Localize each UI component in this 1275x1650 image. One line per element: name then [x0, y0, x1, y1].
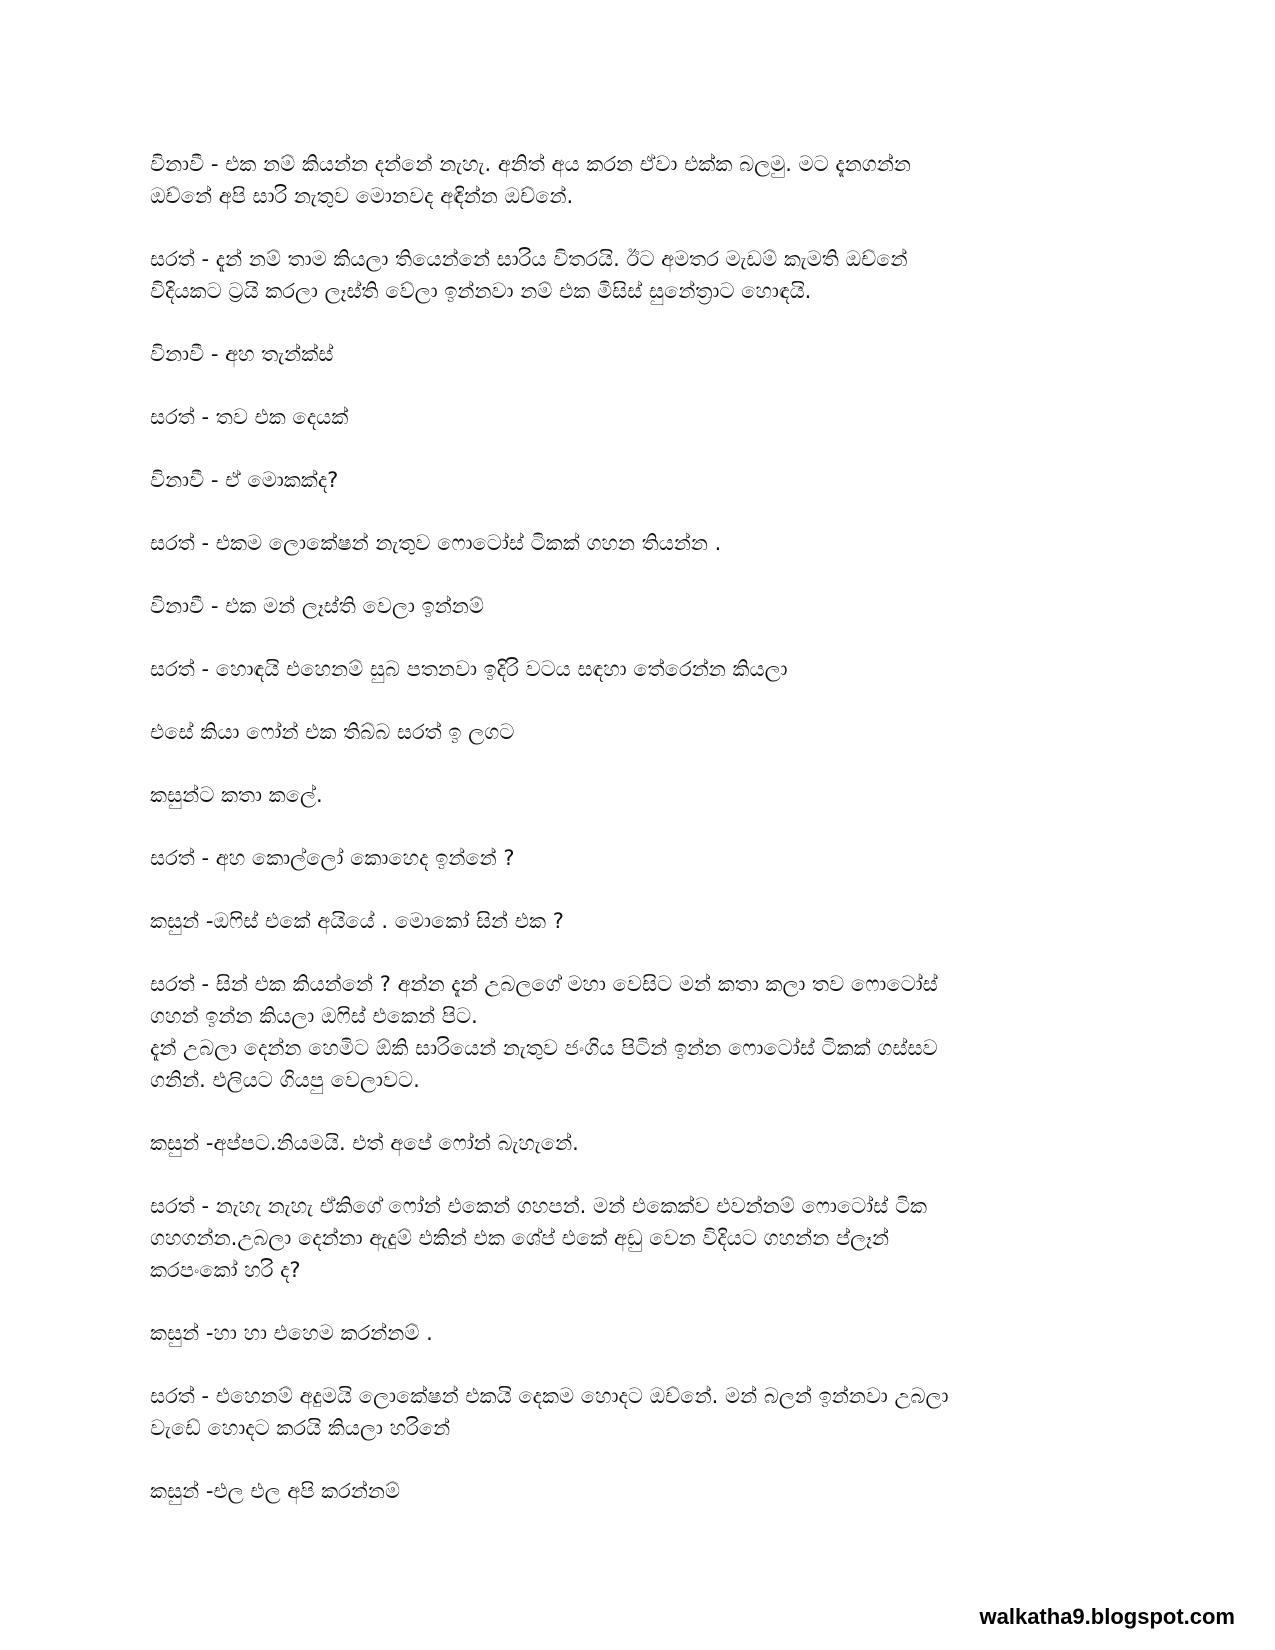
- paragraph: [150, 716, 1135, 748]
- paragraph: [150, 148, 1135, 212]
- document-body: [150, 148, 1135, 1538]
- text-line: විනාවී - එක නම් කියන්න දන්නේ නැහැ. අනිත් අය කරන ඒවා එක්ක බලමු. මට දැනගන්න: [150, 152, 911, 176]
- paragraph: [150, 527, 1135, 559]
- text-line: සරත් - තව එක දෙයක්: [150, 405, 349, 429]
- text-line: කරපංකෝ හරි ද?: [150, 1258, 301, 1282]
- paragraph: [150, 779, 1135, 811]
- text-line: විනාවී - අහ තැන්ක්ස්: [150, 342, 334, 366]
- text-line: කසුන් -හා හා එහෙම කරන්නම් .: [150, 1321, 433, 1345]
- paragraph: [150, 1190, 1135, 1286]
- blog-watermark: walkatha9.blogspot.com: [979, 1604, 1235, 1629]
- text-line: එසේ කියා ෆෝන් එක තිබ්බ සරත් ඉ ලගට: [150, 720, 515, 744]
- text-line: කසුන් -ඔෆිස් එකේ අයියේ . මොකෝ සින් එක ?: [150, 909, 564, 933]
- paragraph: [150, 968, 1135, 1096]
- paragraph: [150, 401, 1135, 433]
- text-line: කසුන් -අප්පට.නියමයි. එත් අපේ ෆෝන් බැහැනේ.: [150, 1131, 579, 1155]
- text-line: සරත් - එහෙනම් අදුමයි ලොකේෂන් එකයි දෙකම හොදට ඔච්නේ. මන් බලන් ඉන්නවා උබලා: [150, 1384, 949, 1408]
- paragraph: [150, 338, 1135, 370]
- text-line: ගහගන්න.උබලා දෙන්නා ඇදුම් එකින් එක ශේප් එකේ අඩු වෙන විදියට ගහන්න ප්ලෑන්: [150, 1226, 890, 1250]
- text-line: සරත් - දැන් නම් තාම කියලා තියෙන්නේ සාරිය විතරයි. ඊට අමතර මැඩම් කැමති ඔච්නේ: [150, 247, 908, 271]
- text-line: ඔච්නේ අපි සාරි නැතුව මොනවද අඳින්න ඔච්නේ.: [150, 184, 574, 208]
- paragraph: [150, 243, 1135, 307]
- paragraph: [150, 464, 1135, 496]
- paragraph: [150, 1317, 1135, 1349]
- paragraph: [150, 1475, 1135, 1507]
- paragraph: [150, 590, 1135, 622]
- text-line: කසුන් -එල එල අපි කරන්නම්: [150, 1479, 401, 1503]
- text-line: සරත් - නැහැ නැහැ ඒකිගේ ෆෝන් එකෙන් ගහපන්. මන් එකෙක්ව එවන්නම් ෆොටෝස් ටික: [150, 1194, 928, 1218]
- paragraph: [150, 1380, 1135, 1444]
- text-line: සරත් - අහ කොල්ලෝ කොහෙද ඉන්නේ ?: [150, 846, 515, 870]
- text-line: විනාවී - ඒ මොකක්ද?: [150, 468, 339, 492]
- paragraph: [150, 1127, 1135, 1159]
- text-line: ගහන් ඉන්න කියලා ඔෆිස් එකෙන් පිට.: [150, 1004, 478, 1028]
- text-line: සරත් - එකම ලොකේෂන් නැතුව ෆොටෝස් ටිකක් ගහන තියන්න .: [150, 531, 722, 555]
- text-line: දැන් උබලා දෙන්න හෙමිට ඕකි සාරියෙන් නැතුව ජංගිය පිටින් ඉන්න ෆොටෝස් ටිකක් ගස්සව: [150, 1036, 938, 1060]
- paragraph: [150, 905, 1135, 937]
- text-line: කසුන්ට කතා කලේ.: [150, 783, 323, 807]
- text-line: විදියකට ට්‍රයි කරලා ලෑස්ති වේලා ඉන්නවා නම් එක මිසිස් සුනේත්‍රාට හොඳයි.: [150, 279, 812, 303]
- text-line: විනාවී - එක මන් ලෑස්ති වෙලා ඉන්නම්: [150, 594, 484, 618]
- text-line: සරත් - සින් එක කියන්නේ ? අන්න දැන් උබලගේ මහා වෙසිට මන් කතා කලා තව ෆොටෝස්: [150, 972, 938, 996]
- text-line: ගනින්. එලියට ගියපු වෙලාවට.: [150, 1068, 420, 1092]
- text-line: වැඩේ හොදට කරයි කියලා හරිනේ: [150, 1416, 451, 1440]
- paragraph: [150, 842, 1135, 874]
- text-line: සරත් - හොඳයි එහෙනම් සුබ පතනවා ඉදිරි වටය සඳහා තේරෙන්න කියලා: [150, 657, 788, 681]
- paragraph: [150, 653, 1135, 685]
